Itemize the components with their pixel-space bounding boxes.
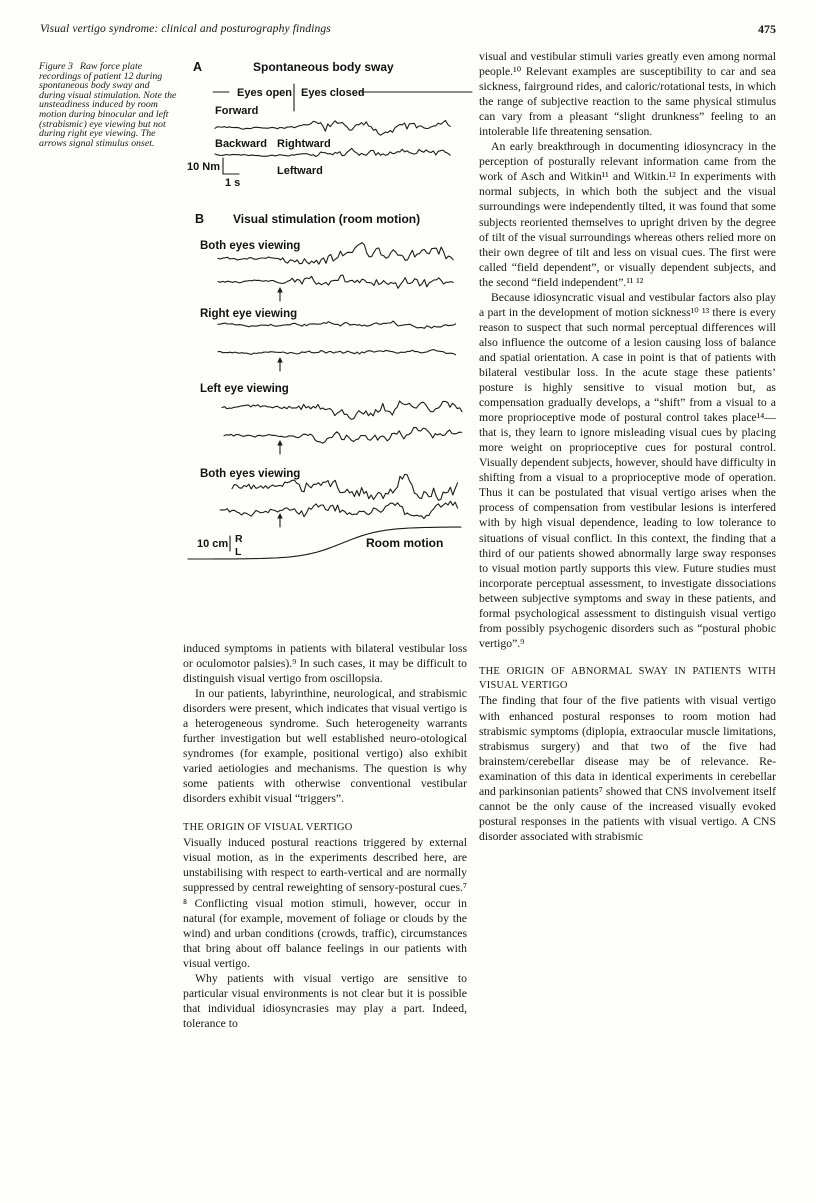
left-text-column	[183, 641, 467, 1031]
figure-caption-label: Figure 3	[39, 61, 73, 72]
sway-trace-b-left-lower	[224, 427, 462, 443]
sway-trace-a-forward-backward	[215, 120, 450, 135]
section-heading-origin-abnormal-sway: THE ORIGIN OF ABNORMAL SWAY IN PATIENTS WITH VISUAL VERTIGO	[479, 665, 776, 691]
force-plate-recording-figure	[185, 55, 477, 637]
left-direction-label: L	[235, 546, 242, 558]
time-scale-label: 1 s	[225, 177, 241, 189]
sway-trace-b-left-upper	[222, 401, 462, 419]
running-head: Visual vertigo syndrome: clinical and posturography findings	[40, 22, 331, 35]
paragraph: Because idiosyncratic visual and vestibular factors also play a part in the development of motion sickness¹⁰ ¹³ there is every reason to suspect that such normal perceptual differences will also influence the outcome of a lesion causing loss of balance and spatial orientation. A case in point is that of patients with bilateral vestibular loss. In the acute stage these patients’ posture is highly sensitive to visual motion but, as compensation gradually develops, a “shift” from a visual to a more proprioceptive mode of postural control takes place¹⁴—that is, they learn to ignore misleading visual cues by placing more weight on proprioceptive cues for postural control. Visually dependent subjects, however, should have difficulty in shifting from a visual to a proprioceptive mode of operation. Thus it can be postulated that visual vertigo arises when the process of compensation from vestibular lesions is interfered with by high visual dependence, leading to low tolerance to situations of visual conflict. In this context, the finding that a third of our patients showed abnormally large sway responses to visual motion partly supports this view. Future studies must incorporate perceptual assessment, to investigate dissociations between subjective symptoms and sway in these patients, and formal psychological assessment to distinguish visual vertigo from possibly psychogenic disorders such as “postural phobic vertigo”.⁹	[479, 290, 776, 650]
sway-trace-b-right-upper	[218, 321, 456, 328]
paragraph: An early breakthrough in documenting idiosyncracy in the perception of posturally relevant information came from the work of Asch and Witkin¹¹ and Witkin.¹² In experiments with normal subjects, in which both the subject and the visual surroundings were independently tilted, it was found that some subjects reoriented themselves to upright driven by the degree of tilt of the visual surroundings whereas others relied more on their own degree of tilt and less on visual cues. The first were called “field dependent”, or visually dependent subjects, and the second “field independent”.¹¹ ¹²	[479, 140, 776, 289]
right-eye-viewing-label: Right eye viewing	[200, 308, 298, 320]
panel-b-title: Visual stimulation (room motion)	[233, 212, 421, 226]
paragraph: induced symptoms in patients with bilateral vestibular loss or oculomotor palsies).⁹ In such cases, it may be difficult to distinguish visual vertigo from oscillopsia.	[183, 642, 467, 686]
scale-bracket	[223, 158, 239, 174]
eyes-open-label: Eyes open	[237, 87, 293, 99]
stimulus-onset-arrowhead-2	[277, 357, 283, 363]
left-eye-viewing-label: Left eye viewing	[200, 383, 289, 395]
right-direction-label: R	[235, 533, 243, 545]
paragraph: visual and vestibular stimuli varies greatly even among normal people.¹⁰ Relevant examples are susceptibility to car and sea sickness, fairground rides, and caloric/rotational tests, in which the range of subjective reaction to the same physical stimulus can vary from a pleasant “slight drunkness” feeling to an intolerable life threatening sensation.	[479, 50, 776, 139]
figure-caption-text: Raw force plate recordings of patient 12 during spontaneous body sway and during visual stimulation. Note the unsteadiness induced by room motion during binocular and left (strabismic) eye viewing but not during right eye viewing. The arrows signal stimulus onset.	[39, 61, 177, 149]
section-heading-origin-visual-vertigo: THE ORIGIN OF VISUAL VERTIGO	[183, 821, 353, 833]
eyes-closed-label: Eyes closed	[301, 87, 365, 99]
paragraph: In our patients, labyrinthine, neurological, and strabismic disorders were present, which indicates that visual vertigo is a heterogeneous syndrome. Such heterogeneity warrants further investigation but well established neuro-otological syndromes (for example, positional vertigo) also exhibit varied aetiologies and mechanisms. The question is why some patients with otherwise conventional vestibular disorders exhibit visual “triggers”.	[183, 687, 467, 806]
sway-trace-b-both2-lower	[220, 501, 458, 518]
both-eyes-viewing-2-label: Both eyes viewing	[200, 468, 301, 480]
paragraph: Why patients with visual vertigo are sensitive to particular visual environments is not clear but it is possible that individual idiosyncrasies may play a part. Indeed, tolerance to	[183, 971, 467, 1030]
panel-b-label: B	[195, 212, 205, 226]
room-motion-label: Room motion	[366, 536, 444, 550]
stimulus-onset-arrowhead-1	[277, 287, 283, 293]
sway-trace-b-right-lower	[218, 350, 456, 355]
stimulus-onset-arrowhead-3	[277, 440, 283, 446]
both-eyes-viewing-1-label: Both eyes viewing	[200, 240, 301, 252]
panel-a-label: A	[193, 60, 203, 74]
leftward-label: Leftward	[277, 165, 323, 177]
figure-3	[185, 55, 477, 637]
page-number: 475	[758, 22, 776, 36]
forward-label: Forward	[215, 105, 259, 117]
panel-a-title: Spontaneous body sway	[253, 60, 394, 74]
amplitude-scale-label: 10 Nm	[187, 161, 221, 173]
displacement-scale-label: 10 cm	[197, 538, 229, 550]
paragraph: Visually induced postural reactions triggered by external visual motion, as in the experiments described here, are unstabilising with respect to earth-vertical and are normally suppressed by central reweighting of sensory-postural cues.⁷ ⁸ Conflicting visual motion stimuli, however, occur in natural (for example, movement of foliage or clouds by the wind) and urban conditions (crowds, traffic), circumstances that bring about off balance feelings in our patients with visual vertigo.	[183, 836, 467, 970]
rightward-label: Rightward	[277, 138, 331, 150]
figure-caption	[39, 62, 177, 148]
sway-trace-b-both1-lower	[218, 275, 453, 288]
paragraph: The finding that four of the five patients with visual vertigo with enhanced postural responses to room motion had strabismic symptoms (diplopia, extraocular muscle limitations, strabismus surgery) and that two of the five had brainstem/cerebellar disease may be of relevance. Re-examination of this data in identical experiments in cerebellar and parkinsonian patients⁷ showed that CNS involvement itself cannot be the only cause of the increased visually evoked postural responses in the patients with visual vertigo. A CNS disorder associated with strabismic	[479, 694, 776, 843]
right-text-column	[479, 49, 776, 844]
backward-label: Backward	[215, 138, 267, 150]
stimulus-onset-arrowhead-4	[277, 513, 283, 519]
